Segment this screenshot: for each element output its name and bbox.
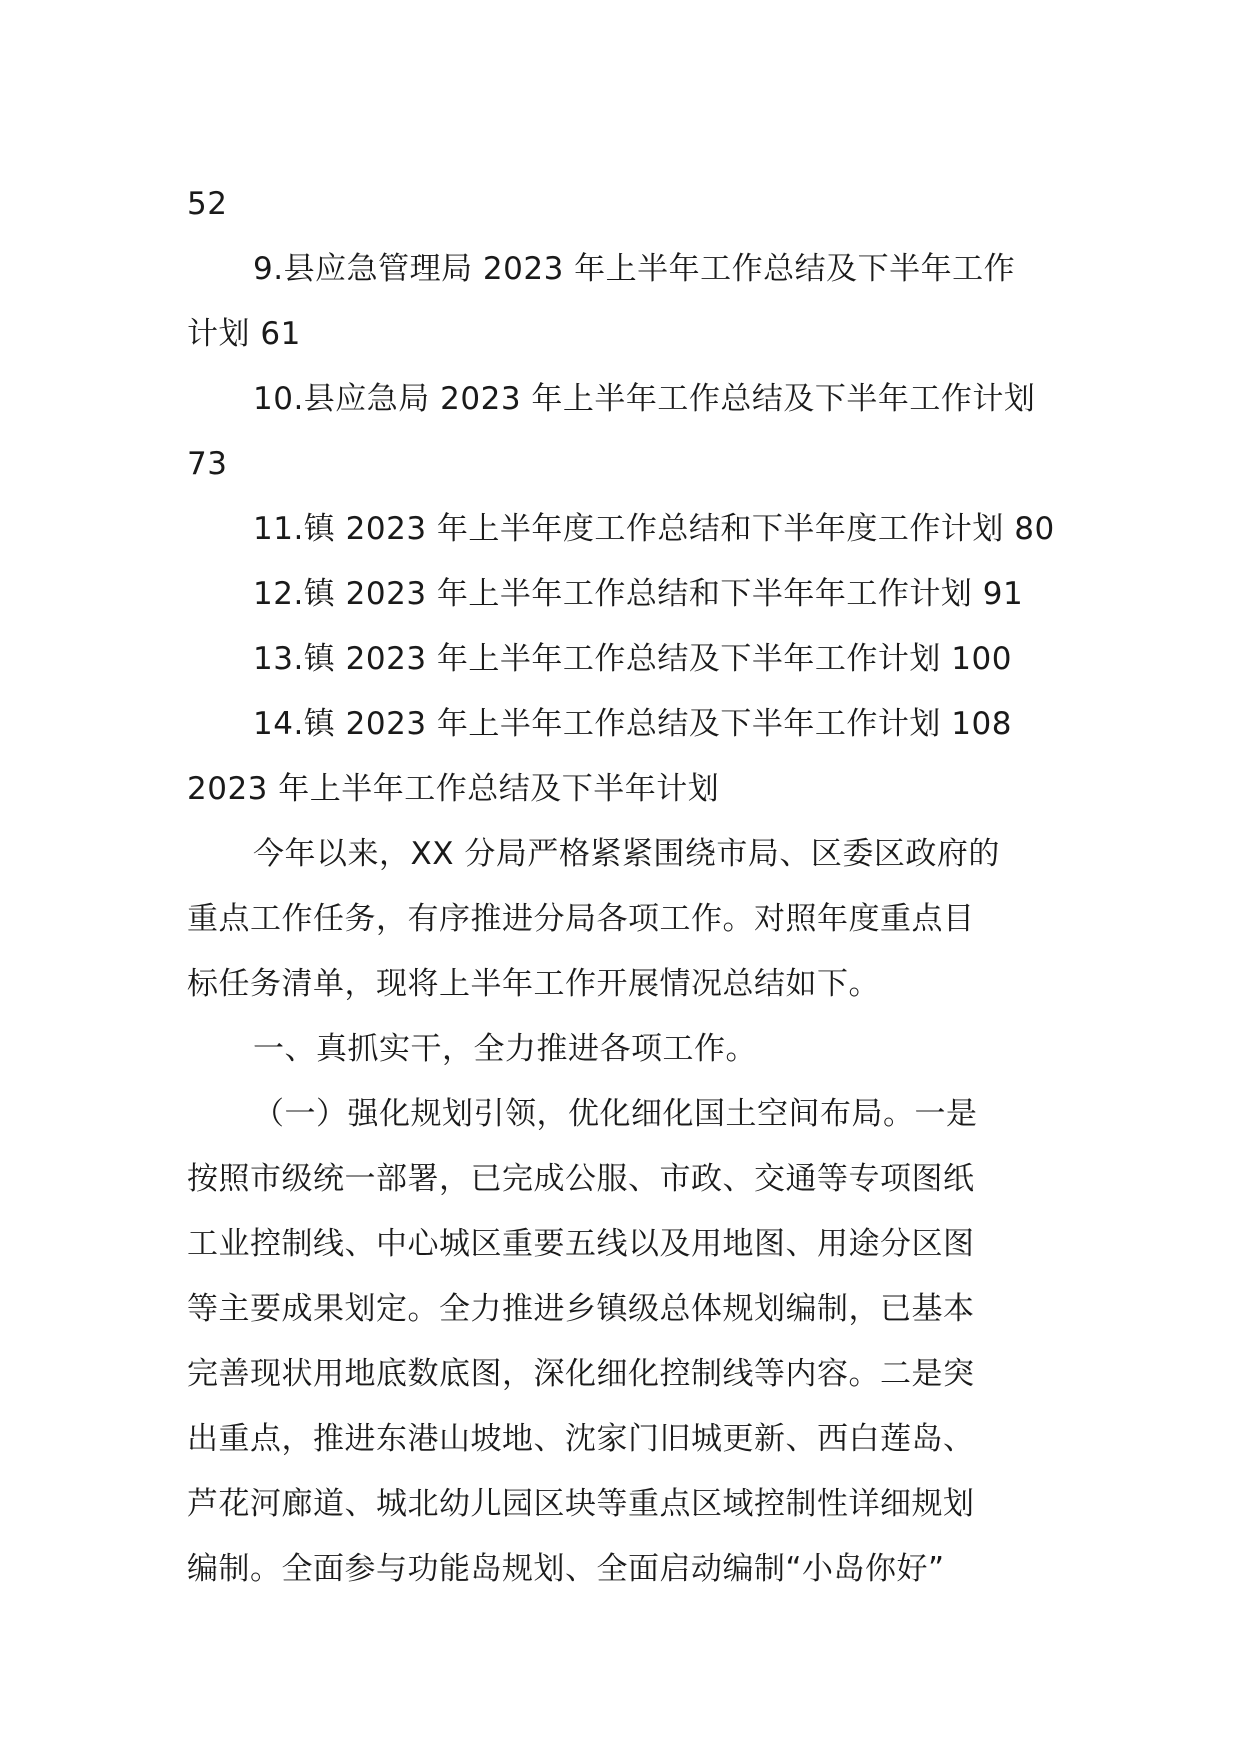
subsection-paragraph-line: 芦花河廊道、城北幼儿园区块等重点区域控制性详细规划 <box>187 1486 975 1522</box>
intro-paragraph-line: 标任务清单，现将上半年工作开展情况总结如下。 <box>187 966 880 1002</box>
toc-entry-9-line1: 9.县应急管理局 2023 年上半年工作总结及下半年工作 <box>253 251 1016 287</box>
page-content <box>187 172 1053 1602</box>
toc-entry-9-line2: 计划 61 <box>187 316 301 352</box>
subsection-paragraph-line: 编制。全面参与功能岛规划、全面启动编制“小岛你好” <box>187 1551 945 1587</box>
subsection-paragraph-line: 等主要成果划定。全力推进乡镇级总体规划编制，已基本 <box>187 1291 975 1327</box>
subsection-paragraph-line: 出重点，推进东港山坡地、沈家门旧城更新、西白莲岛、 <box>187 1421 975 1457</box>
toc-entry-12: 12.镇 2023 年上半年工作总结和下半年年工作计划 91 <box>253 576 1024 612</box>
document-title: 2023 年上半年工作总结及下半年计划 <box>187 771 720 807</box>
subsection-paragraph-line: 按照市级统一部署，已完成公服、市政、交通等专项图纸 <box>187 1161 975 1197</box>
toc-entry-10-line2: 73 <box>187 446 228 482</box>
intro-paragraph-line: 重点工作任务，有序推进分局各项工作。对照年度重点目 <box>187 901 975 937</box>
subsection-paragraph-line: （一）强化规划引领，优化细化国土空间布局。一是 <box>253 1096 978 1132</box>
toc-entry-14: 14.镇 2023 年上半年工作总结及下半年工作计划 108 <box>253 706 1012 742</box>
toc-entry-11: 11.镇 2023 年上半年度工作总结和下半年度工作计划 80 <box>253 511 1055 547</box>
subsection-paragraph-line: 完善现状用地底数底图，深化细化控制线等内容。二是突 <box>187 1356 975 1392</box>
subsection-paragraph-line: 工业控制线、中心城区重要五线以及用地图、用途分区图 <box>187 1226 975 1262</box>
toc-continuation-page-number: 52 <box>187 186 228 222</box>
toc-entry-10-line1: 10.县应急局 2023 年上半年工作总结及下半年工作计划 <box>253 381 1036 417</box>
intro-paragraph-line: 今年以来，XX 分局严格紧紧围绕市局、区委区政府的 <box>253 836 1000 872</box>
toc-entry-13: 13.镇 2023 年上半年工作总结及下半年工作计划 100 <box>253 641 1012 677</box>
section-heading: 一、真抓实干，全力推进各项工作。 <box>253 1031 757 1067</box>
